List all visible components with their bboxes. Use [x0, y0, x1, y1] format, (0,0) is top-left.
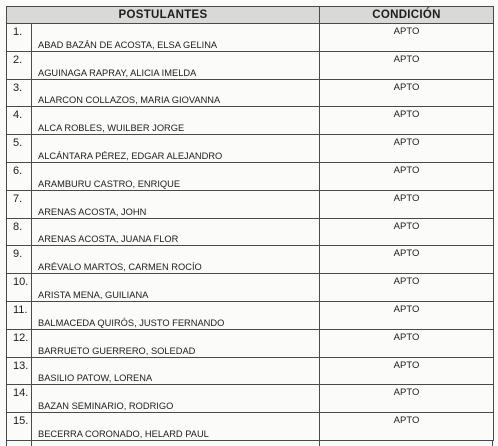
applicant-name-cell [32, 301, 320, 329]
row-number: 14. [13, 387, 29, 400]
applicant-name-cell [32, 162, 320, 190]
table-row [7, 218, 494, 246]
condition-value: APTO [393, 276, 420, 288]
condition-value: APTO [393, 109, 420, 121]
condition-value: APTO [393, 137, 420, 149]
applicant-name-cell [32, 51, 320, 79]
applicant-name: ALCA ROBLES, WUILBER JORGE [38, 123, 185, 134]
condition-value: APTO [393, 164, 420, 176]
table-row [7, 51, 494, 79]
applicant-name-cell [32, 385, 320, 413]
condition-value-cell [320, 51, 494, 79]
table-row [7, 385, 494, 413]
table-row [7, 246, 494, 274]
header-condicion: CONDICIÓN [320, 7, 494, 24]
condition-value: APTO [393, 220, 420, 232]
condition-value-cell [320, 329, 494, 357]
table-row [7, 329, 494, 357]
condition-value-cell [320, 79, 494, 107]
condition-value-cell [320, 24, 494, 52]
condition-value-cell [320, 107, 494, 135]
condition-value-cell [320, 218, 494, 246]
condition-value: APTO [393, 415, 420, 427]
header-postulantes: POSTULANTES [7, 7, 320, 24]
applicant-name-cell [32, 218, 320, 246]
row-number-cell [7, 218, 32, 246]
table-body [7, 24, 494, 441]
condition-value-cell [320, 357, 494, 385]
applicant-name: ARENAS ACOSTA, JOHN [38, 206, 147, 217]
row-number-cell [7, 329, 32, 357]
row-number-cell [7, 107, 32, 135]
row-number-cell [7, 246, 32, 274]
condition-value: APTO [393, 248, 420, 260]
row-number: 12. [13, 331, 29, 344]
applicant-name: ALARCON COLLAZOS, MARIA GIOVANNA [38, 95, 221, 106]
condition-value-cell [320, 135, 494, 163]
condition-value: APTO [393, 53, 420, 65]
row-number: 10. [13, 276, 29, 289]
row-number-cell [7, 413, 32, 441]
condition-value: APTO [393, 192, 420, 204]
row-number: 5. [13, 137, 23, 150]
applicant-name-cell [32, 79, 320, 107]
applicant-name-cell [32, 274, 320, 302]
applicant-name: BAZAN SEMINARIO, RODRIGO [38, 401, 174, 412]
row-number: 6. [13, 164, 23, 177]
applicant-name: BARRUETO GUERRERO, SOLEDAD [38, 345, 196, 356]
condition-value-cell [320, 385, 494, 413]
table-header-row [7, 7, 494, 24]
condition-value-cell [320, 274, 494, 302]
applicant-name-cell [32, 413, 320, 441]
condition-value-cell [320, 301, 494, 329]
row-number-cell [7, 79, 32, 107]
applicant-name: ARAMBURU CASTRO, ENRIQUE [38, 178, 181, 189]
table-row [7, 190, 494, 218]
applicant-name-cell [32, 246, 320, 274]
cutoff-edge [492, 441, 493, 446]
applicant-name-cell [32, 357, 320, 385]
table-row [7, 413, 494, 441]
table-row [7, 107, 494, 135]
applicant-name-cell [32, 190, 320, 218]
condition-value-cell [320, 246, 494, 274]
table-row [7, 135, 494, 163]
applicant-name: BALMACEDA QUIRÓS, JUSTO FERNANDO [38, 317, 225, 328]
applicant-name: ARISTA MENA, GUILIANA [38, 289, 149, 300]
condition-value: APTO [393, 387, 420, 399]
row-number: 1. [13, 26, 23, 38]
cutoff-divider [319, 441, 320, 446]
table-row [7, 274, 494, 302]
applicant-name: ABAD BAZÁN DE ACOSTA, ELSA GELINA [38, 39, 218, 50]
row-number: 13. [13, 359, 29, 372]
condition-value: APTO [393, 331, 420, 343]
row-number-cell [7, 274, 32, 302]
row-number: 11. [13, 303, 28, 316]
applicant-name: BASILIO PATOW, LORENA [38, 373, 153, 384]
row-number: 15. [13, 415, 29, 428]
table-row [7, 24, 494, 52]
row-number: 9. [13, 248, 23, 261]
table-row [7, 79, 494, 107]
row-number: 2. [13, 53, 23, 66]
table-row [7, 357, 494, 385]
applicant-name-cell [32, 24, 320, 52]
condition-value-cell [320, 413, 494, 441]
next-row-cutoff [6, 440, 493, 446]
row-number-cell [7, 385, 32, 413]
condition-value: APTO [393, 359, 420, 371]
table-row [7, 301, 494, 329]
row-number: 4. [13, 109, 23, 122]
applicant-name: BECERRA CORONADO, HELARD PAUL [38, 428, 209, 439]
condition-value-cell [320, 162, 494, 190]
condition-value: APTO [393, 26, 420, 37]
applicant-name-cell [32, 107, 320, 135]
table-row [7, 162, 494, 190]
postulantes-table [6, 6, 494, 441]
applicant-name-cell [32, 329, 320, 357]
row-number: 8. [13, 220, 23, 233]
condition-value-cell [320, 190, 494, 218]
condition-value: APTO [393, 303, 420, 315]
cutoff-num-cell [6, 441, 32, 446]
row-number-cell [7, 135, 32, 163]
row-number-cell [7, 190, 32, 218]
applicant-name: ALCÁNTARA PÉREZ, EDGAR ALEJANDRO [38, 150, 223, 161]
applicant-name: ARENAS ACOSTA, JUANA FLOR [38, 234, 179, 245]
row-number-cell [7, 51, 32, 79]
row-number-cell [7, 301, 32, 329]
row-number: 3. [13, 81, 23, 94]
row-number-cell [7, 357, 32, 385]
row-number: 7. [13, 192, 23, 205]
row-number-cell [7, 162, 32, 190]
applicant-name: ARÉVALO MARTOS, CARMEN ROCÍO [38, 262, 202, 273]
row-number-cell [7, 24, 32, 52]
applicant-name-cell [32, 135, 320, 163]
condition-value: APTO [393, 81, 420, 93]
applicant-name: AGUINAGA RAPRAY, ALICIA IMELDA [38, 67, 197, 78]
